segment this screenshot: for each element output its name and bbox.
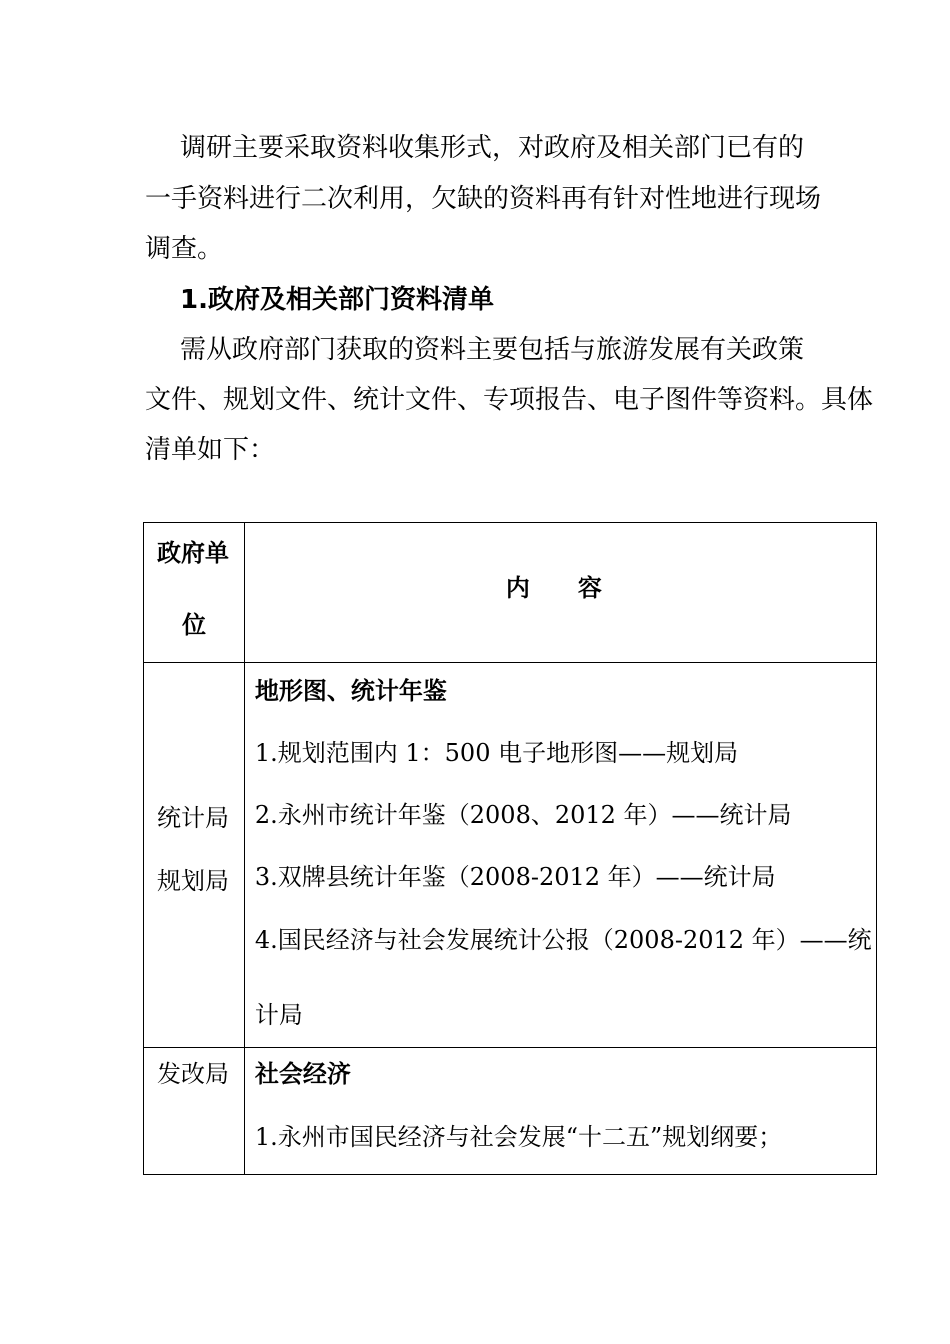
- row-2-title: 社会经济: [254, 1060, 351, 1088]
- table-header-row: [144, 523, 877, 663]
- header-content-cell: [244, 523, 876, 663]
- intro-line-2: 一手资料进行二次利用，欠缺的资料再有针对性地进行现场: [145, 184, 822, 214]
- row-1-title: 地形图、统计年鉴: [254, 677, 447, 705]
- row-1-unit-cell: [144, 663, 245, 1048]
- row-1-item-4: 4.国民经济与社会发展统计公报（2008-2012 年）——统: [254, 926, 872, 954]
- row-1-item-1: 1.规划范围内 1：500 电子地形图——规划局: [254, 739, 739, 767]
- row-1-content-cell: [244, 663, 876, 1048]
- row-2-unit-cell: [144, 1048, 245, 1175]
- header-unit-cell: [144, 523, 245, 663]
- row-1-item-2: 2.永州市统计年鉴（2008、2012 年）——统计局: [254, 801, 792, 829]
- row-2-content-cell: [244, 1048, 876, 1175]
- row-1-unit-line-1: 统计局: [157, 804, 229, 832]
- section-body-line-3: 清单如下：: [145, 435, 276, 465]
- table-row: [144, 1048, 877, 1175]
- row-2-unit-line-1: 发改局: [157, 1060, 229, 1088]
- section-body-line-1: 需从政府部门获取的资料主要包括与旅游发展有关政策: [180, 335, 805, 365]
- row-1-unit-line-2: 规划局: [157, 867, 229, 895]
- table-row: [144, 663, 877, 1048]
- row-1-item-4-cont: 计局: [254, 1001, 303, 1029]
- resource-table: [143, 522, 877, 1175]
- header-unit-line-2: 位: [182, 611, 206, 639]
- section-heading: 1.政府及相关部门资料清单: [180, 285, 494, 315]
- header-unit-line-1: 政府单: [157, 539, 229, 567]
- row-1-item-3: 3.双牌县统计年鉴（2008-2012 年）——统计局: [254, 863, 776, 891]
- section-body-line-2: 文件、规划文件、统计文件、专项报告、电子图件等资料。具体: [145, 385, 874, 415]
- intro-line-1: 调研主要采取资料收集形式，对政府及相关部门已有的: [180, 133, 805, 163]
- intro-line-3: 调查。: [145, 234, 224, 264]
- row-2-item-1: 1.永州市国民经济与社会发展“十二五”规划纲要；: [254, 1123, 783, 1151]
- header-content-label: 内 容: [505, 574, 602, 602]
